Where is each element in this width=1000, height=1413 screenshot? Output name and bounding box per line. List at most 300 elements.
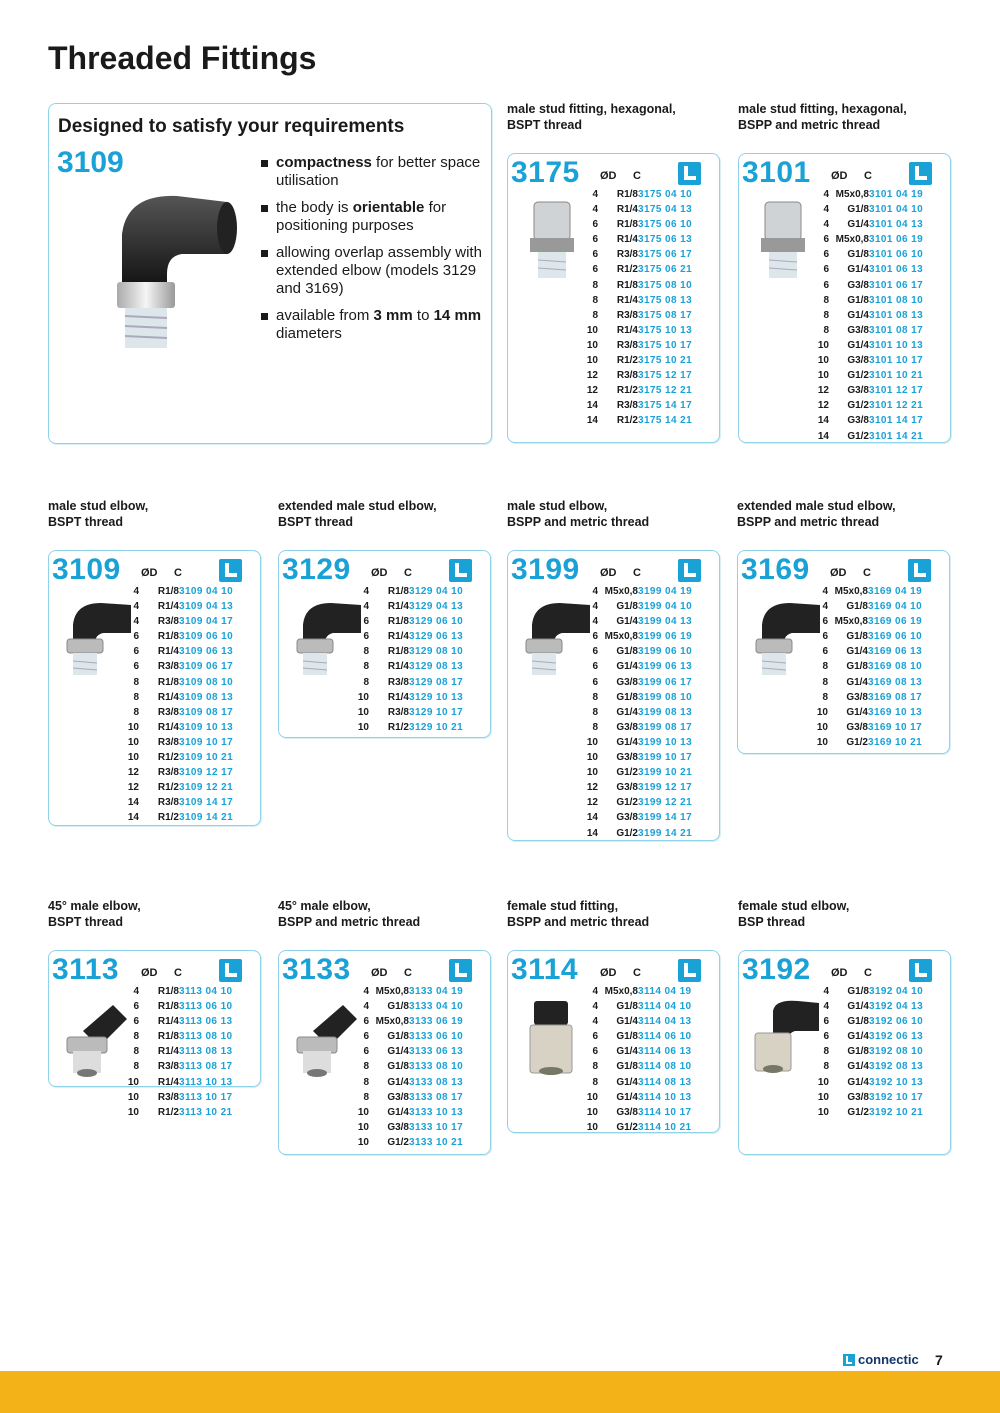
tube-diameter: 8 bbox=[133, 676, 139, 688]
thread-size: R1/4 bbox=[157, 1076, 179, 1088]
tube-diameter: 8 bbox=[822, 661, 828, 673]
tube-diameter: 6 bbox=[592, 1031, 598, 1043]
table-row bbox=[576, 984, 692, 999]
thread-size: M5x0,8 bbox=[835, 189, 869, 200]
table-row bbox=[576, 750, 692, 765]
thread-size: R1/4 bbox=[387, 661, 409, 673]
tube-diameter: 10 bbox=[357, 691, 369, 703]
brand-logo: connectic bbox=[843, 1352, 919, 1367]
part-number: 3129 10 13 bbox=[409, 691, 464, 703]
column-header-od: ØD bbox=[141, 567, 158, 579]
table-row bbox=[806, 720, 922, 735]
part-number-table bbox=[117, 584, 233, 826]
footer-bar bbox=[0, 1371, 1000, 1413]
thread-size: R1/4 bbox=[157, 646, 179, 658]
table-row bbox=[806, 629, 922, 644]
elbow-fitting-image bbox=[67, 174, 247, 354]
part-number: 3129 06 10 bbox=[409, 616, 464, 628]
part-number: 3169 08 13 bbox=[868, 676, 923, 688]
product-title-3109: male stud elbow, BSPT thread bbox=[48, 499, 149, 529]
tube-diameter: 4 bbox=[363, 986, 369, 997]
tube-diameter: 4 bbox=[592, 616, 598, 628]
table-row bbox=[807, 338, 923, 353]
part-number: 3113 08 13 bbox=[179, 1046, 233, 1058]
thread-size: R3/8 bbox=[616, 339, 638, 351]
column-header-od: ØD bbox=[600, 170, 617, 182]
thread-size: G3/8 bbox=[847, 415, 869, 427]
part-number-table bbox=[806, 584, 922, 750]
thread-size: R1/8 bbox=[387, 616, 409, 628]
thread-size: G1/2 bbox=[847, 400, 869, 412]
part-number: 3109 04 13 bbox=[179, 601, 234, 613]
part-number: 3175 06 21 bbox=[638, 264, 693, 276]
tube-diameter: 8 bbox=[133, 1046, 139, 1058]
tube-diameter: 6 bbox=[592, 631, 598, 643]
part-number: 3199 12 17 bbox=[638, 782, 693, 794]
part-number: 3192 06 13 bbox=[869, 1031, 924, 1043]
table-row bbox=[807, 1059, 923, 1074]
part-number: 3133 10 13 bbox=[409, 1106, 464, 1118]
thread-size: G1/4 bbox=[847, 1031, 869, 1043]
tube-diameter: 14 bbox=[127, 797, 139, 809]
tube-diameter: 14 bbox=[817, 415, 829, 427]
tube-diameter: 4 bbox=[592, 204, 598, 216]
tube-diameter: 10 bbox=[816, 706, 828, 718]
tube-diameter: 8 bbox=[363, 646, 369, 658]
thread-size: R1/4 bbox=[616, 204, 638, 216]
thread-size: G1/8 bbox=[847, 1016, 869, 1028]
thread-size: R1/8 bbox=[616, 219, 638, 231]
part-number: 3199 10 17 bbox=[638, 752, 693, 764]
part-number: 3109 08 17 bbox=[179, 706, 234, 718]
tube-diameter: 6 bbox=[363, 631, 369, 643]
thread-size: R3/8 bbox=[157, 661, 179, 673]
column-header-od: ØD bbox=[141, 967, 158, 979]
product-title-3175: male stud fitting, hexagonal, BSPT thread bbox=[507, 102, 676, 132]
table-row bbox=[576, 780, 692, 795]
thread-size: R1/8 bbox=[387, 586, 409, 597]
tube-diameter: 8 bbox=[823, 1061, 829, 1073]
part-number: 3169 06 10 bbox=[868, 631, 923, 643]
thread-size: G1/4 bbox=[846, 646, 868, 658]
tube-diameter: 4 bbox=[592, 586, 598, 597]
table-row bbox=[347, 584, 463, 599]
table-row bbox=[806, 675, 922, 690]
part-number: 3192 04 10 bbox=[869, 986, 924, 997]
part-number: 3175 04 10 bbox=[638, 189, 693, 200]
tube-diameter: 4 bbox=[363, 586, 369, 597]
tube-diameter: 10 bbox=[817, 1091, 829, 1103]
part-number: 3175 08 13 bbox=[638, 294, 693, 306]
tube-diameter: 8 bbox=[133, 691, 139, 703]
intro-feature-list bbox=[261, 154, 491, 352]
table-row bbox=[576, 262, 692, 277]
tube-diameter: 6 bbox=[823, 264, 829, 276]
thread-size: G1/8 bbox=[387, 1031, 409, 1043]
tube-diameter: 10 bbox=[586, 1106, 598, 1118]
thread-size: G1/8 bbox=[616, 1061, 638, 1073]
part-number: 3199 04 19 bbox=[638, 586, 693, 597]
part-number: 3192 04 13 bbox=[869, 1001, 924, 1013]
product-title-3199: male stud elbow, BSPP and metric thread bbox=[507, 499, 650, 529]
thread-size: G1/8 bbox=[847, 986, 869, 997]
part-number: 3109 06 13 bbox=[179, 646, 234, 658]
tube-diameter: 4 bbox=[592, 1016, 598, 1028]
thread-size: R3/8 bbox=[616, 370, 638, 382]
thread-size: G1/8 bbox=[616, 1031, 638, 1043]
connectic-logo-icon bbox=[449, 559, 472, 582]
thread-size: G1/4 bbox=[616, 736, 638, 748]
table-row bbox=[347, 644, 463, 659]
thread-size: G3/8 bbox=[847, 1091, 869, 1103]
table-row bbox=[347, 675, 463, 690]
tube-diameter: 8 bbox=[363, 1091, 369, 1103]
product-box-3169 bbox=[737, 550, 950, 754]
table-row bbox=[117, 735, 233, 750]
part-number: 3133 10 17 bbox=[409, 1121, 464, 1133]
thread-size: G1/8 bbox=[616, 691, 638, 703]
thread-size: G1/4 bbox=[847, 219, 869, 231]
thread-size: R1/8 bbox=[157, 676, 179, 688]
part-number: 3101 14 21 bbox=[869, 430, 924, 442]
part-number: 3109 14 21 bbox=[179, 812, 234, 824]
feature-item: allowing overlap assembly with extended elbow (models 3129 and 3169) bbox=[261, 244, 491, 298]
table-row bbox=[806, 599, 922, 614]
table-row bbox=[576, 1090, 692, 1105]
thread-size: G1/4 bbox=[847, 1001, 869, 1013]
tube-diameter: 10 bbox=[586, 752, 598, 764]
table-row bbox=[576, 353, 692, 368]
table-row bbox=[576, 826, 692, 841]
part-number: 3169 06 19 bbox=[868, 616, 923, 628]
part-number-table bbox=[807, 984, 923, 1120]
product-box-3101 bbox=[738, 153, 951, 443]
tube-diameter: 10 bbox=[586, 1091, 598, 1103]
thread-size: R3/8 bbox=[387, 676, 409, 688]
thread-size: R1/4 bbox=[157, 1016, 179, 1028]
thread-size: G1/4 bbox=[847, 264, 869, 276]
table-row bbox=[576, 1120, 692, 1135]
thread-size: G1/2 bbox=[616, 827, 638, 839]
table-row bbox=[576, 614, 692, 629]
table-row bbox=[806, 614, 922, 629]
part-number: 3113 08 10 bbox=[179, 1031, 233, 1043]
tube-diameter: 8 bbox=[592, 691, 598, 703]
table-row bbox=[117, 795, 233, 810]
table-row bbox=[576, 323, 692, 338]
thread-size: G1/2 bbox=[616, 1121, 638, 1133]
product-code: 3101 bbox=[742, 156, 811, 189]
tube-diameter: 10 bbox=[357, 1136, 369, 1148]
tube-diameter: 8 bbox=[592, 279, 598, 291]
thread-size: G1/8 bbox=[847, 1046, 869, 1058]
tube-diameter: 6 bbox=[363, 616, 369, 628]
tube-diameter: 6 bbox=[823, 249, 829, 261]
thread-size: R1/8 bbox=[157, 1001, 179, 1013]
table-row bbox=[576, 278, 692, 293]
tube-diameter: 10 bbox=[127, 1076, 139, 1088]
part-number: 3109 10 21 bbox=[179, 752, 234, 764]
tube-diameter: 10 bbox=[816, 721, 828, 733]
thread-size: G3/8 bbox=[616, 782, 638, 794]
table-row bbox=[347, 1014, 463, 1029]
column-header-od: ØD bbox=[371, 967, 388, 979]
thread-size: R1/2 bbox=[616, 415, 638, 427]
table-row bbox=[117, 584, 233, 599]
part-number: 3109 10 13 bbox=[179, 721, 234, 733]
part-number: 3133 08 10 bbox=[409, 1061, 464, 1073]
thread-size: G1/4 bbox=[616, 1091, 638, 1103]
part-number: 3199 08 17 bbox=[638, 721, 693, 733]
table-row bbox=[576, 232, 692, 247]
part-number: 3175 06 17 bbox=[638, 249, 693, 261]
tube-diameter: 6 bbox=[592, 676, 598, 688]
thread-size: R1/4 bbox=[387, 601, 409, 613]
tube-diameter: 10 bbox=[357, 1121, 369, 1133]
part-number: 3175 08 17 bbox=[638, 309, 693, 321]
table-row bbox=[347, 1135, 463, 1150]
thread-size: R1/2 bbox=[616, 385, 638, 397]
tube-diameter: 10 bbox=[586, 339, 598, 351]
table-row bbox=[117, 780, 233, 795]
thread-size: R1/8 bbox=[157, 986, 179, 997]
thread-size: G1/4 bbox=[616, 1016, 638, 1028]
column-header-c: C bbox=[633, 170, 641, 182]
part-number: 3169 04 19 bbox=[868, 586, 923, 597]
thread-size: M5x0,8 bbox=[604, 586, 638, 597]
thread-size: R1/2 bbox=[157, 1106, 179, 1118]
tube-diameter: 10 bbox=[127, 1091, 139, 1103]
thread-size: R1/4 bbox=[616, 234, 638, 246]
tube-diameter: 14 bbox=[586, 415, 598, 427]
part-number: 3101 06 17 bbox=[869, 279, 924, 291]
thread-size: G1/2 bbox=[847, 430, 869, 442]
table-row bbox=[117, 1090, 233, 1105]
part-number: 3113 04 10 bbox=[179, 986, 233, 997]
table-row bbox=[576, 795, 692, 810]
part-number: 3129 04 13 bbox=[409, 601, 464, 613]
table-row bbox=[806, 705, 922, 720]
tube-diameter: 14 bbox=[586, 827, 598, 839]
thread-size: G3/8 bbox=[846, 721, 868, 733]
tube-diameter: 8 bbox=[363, 1076, 369, 1088]
thread-size: G3/8 bbox=[616, 1106, 638, 1118]
tube-diameter: 4 bbox=[823, 219, 829, 231]
table-row bbox=[807, 1029, 923, 1044]
tube-diameter: 10 bbox=[357, 721, 369, 733]
part-number: 3109 04 17 bbox=[179, 616, 234, 628]
part-number: 3101 08 10 bbox=[869, 294, 924, 306]
tube-diameter: 12 bbox=[586, 797, 598, 809]
part-number: 3114 04 13 bbox=[638, 1016, 692, 1028]
thread-size: R1/2 bbox=[616, 355, 638, 367]
table-row bbox=[117, 614, 233, 629]
thread-size: G3/8 bbox=[616, 721, 638, 733]
thread-size: G1/2 bbox=[387, 1136, 409, 1148]
tube-diameter: 10 bbox=[817, 370, 829, 382]
tube-diameter: 6 bbox=[363, 1046, 369, 1058]
table-row bbox=[807, 1105, 923, 1120]
tube-diameter: 6 bbox=[822, 616, 828, 628]
thread-size: G1/2 bbox=[846, 736, 868, 748]
table-row bbox=[117, 1014, 233, 1029]
part-number: 3175 10 17 bbox=[638, 339, 693, 351]
table-row bbox=[117, 810, 233, 825]
part-number-table bbox=[347, 984, 463, 1150]
tube-diameter: 8 bbox=[133, 1061, 139, 1073]
part-number: 3133 04 19 bbox=[409, 986, 464, 997]
part-number: 3109 14 17 bbox=[179, 797, 234, 809]
part-number: 3101 10 13 bbox=[869, 339, 924, 351]
column-header-c: C bbox=[863, 567, 871, 579]
table-row bbox=[117, 984, 233, 999]
tube-diameter: 4 bbox=[592, 601, 598, 613]
part-number: 3199 14 21 bbox=[638, 827, 693, 839]
part-number: 3169 08 10 bbox=[868, 661, 923, 673]
tube-diameter: 6 bbox=[592, 264, 598, 276]
part-number: 3109 06 10 bbox=[179, 631, 234, 643]
thread-size: R3/8 bbox=[157, 797, 179, 809]
column-header-od: ØD bbox=[371, 567, 388, 579]
thread-size: M5x0,8 bbox=[835, 234, 869, 246]
tube-diameter: 8 bbox=[592, 294, 598, 306]
table-row bbox=[807, 278, 923, 293]
table-row bbox=[807, 1090, 923, 1105]
tube-diameter: 10 bbox=[127, 721, 139, 733]
table-row bbox=[347, 1105, 463, 1120]
part-number: 3101 04 13 bbox=[869, 219, 924, 231]
table-row bbox=[117, 1105, 233, 1120]
tube-diameter: 10 bbox=[586, 767, 598, 779]
table-row bbox=[576, 720, 692, 735]
part-number-table bbox=[576, 187, 692, 429]
table-row bbox=[576, 217, 692, 232]
tube-diameter: 14 bbox=[586, 400, 598, 412]
tube-diameter: 4 bbox=[823, 1001, 829, 1013]
thread-size: M5x0,8 bbox=[834, 586, 868, 597]
table-row bbox=[807, 999, 923, 1014]
thread-size: G3/8 bbox=[616, 812, 638, 824]
part-number: 3101 04 10 bbox=[869, 204, 924, 216]
thread-size: R3/8 bbox=[157, 1091, 179, 1103]
part-number: 3114 04 10 bbox=[638, 1001, 692, 1013]
product-code: 3169 bbox=[741, 553, 810, 586]
part-number: 3109 08 13 bbox=[179, 691, 234, 703]
part-number: 3109 10 17 bbox=[179, 736, 234, 748]
tube-diameter: 4 bbox=[133, 601, 139, 613]
table-row bbox=[807, 232, 923, 247]
thread-size: G1/2 bbox=[616, 767, 638, 779]
table-row bbox=[117, 720, 233, 735]
part-number-table bbox=[117, 984, 233, 1120]
tube-diameter: 6 bbox=[823, 279, 829, 291]
thread-size: R3/8 bbox=[157, 706, 179, 718]
tube-diameter: 10 bbox=[816, 736, 828, 748]
product-code: 3199 bbox=[511, 553, 580, 586]
column-header-c: C bbox=[174, 967, 182, 979]
part-number: 3133 08 17 bbox=[409, 1091, 464, 1103]
thread-size: G1/4 bbox=[616, 1076, 638, 1088]
tube-diameter: 6 bbox=[133, 1001, 139, 1013]
tube-diameter: 12 bbox=[817, 385, 829, 397]
tube-diameter: 10 bbox=[357, 1106, 369, 1118]
connectic-logo-icon bbox=[219, 959, 242, 982]
part-number: 3113 10 13 bbox=[179, 1076, 233, 1088]
product-code: 3114 bbox=[511, 953, 579, 986]
part-number: 3199 12 21 bbox=[638, 797, 693, 809]
part-number-table bbox=[576, 584, 692, 841]
tube-diameter: 6 bbox=[133, 1016, 139, 1028]
thread-size: R3/8 bbox=[387, 706, 409, 718]
product-code: 3109 bbox=[52, 553, 121, 586]
tube-diameter: 8 bbox=[823, 1046, 829, 1058]
part-number: 3192 08 13 bbox=[869, 1061, 924, 1073]
part-number: 3133 06 10 bbox=[409, 1031, 464, 1043]
part-number: 3175 08 10 bbox=[638, 279, 693, 291]
table-row bbox=[576, 690, 692, 705]
tube-diameter: 12 bbox=[586, 385, 598, 397]
tube-diameter: 12 bbox=[127, 782, 139, 794]
part-number: 3169 10 13 bbox=[868, 706, 923, 718]
table-row bbox=[807, 413, 923, 428]
tube-diameter: 6 bbox=[592, 661, 598, 673]
table-row bbox=[117, 765, 233, 780]
tube-diameter: 10 bbox=[127, 736, 139, 748]
thread-size: G1/4 bbox=[847, 339, 869, 351]
part-number: 3175 12 17 bbox=[638, 370, 693, 382]
part-number: 3129 04 10 bbox=[409, 586, 464, 597]
connectic-logo-icon bbox=[908, 559, 931, 582]
part-number: 3101 06 13 bbox=[869, 264, 924, 276]
part-number: 3114 08 13 bbox=[638, 1076, 692, 1088]
part-number: 3175 04 13 bbox=[638, 204, 693, 216]
tube-diameter: 8 bbox=[822, 691, 828, 703]
tube-diameter: 10 bbox=[586, 736, 598, 748]
part-number: 3199 06 17 bbox=[638, 676, 693, 688]
tube-diameter: 4 bbox=[822, 601, 828, 613]
tube-diameter: 8 bbox=[133, 1031, 139, 1043]
thread-size: R1/4 bbox=[616, 324, 638, 336]
product-box-3129 bbox=[278, 550, 491, 738]
table-row bbox=[576, 705, 692, 720]
table-row bbox=[807, 202, 923, 217]
connectic-logo-icon bbox=[843, 1354, 855, 1366]
table-row bbox=[807, 293, 923, 308]
column-header-c: C bbox=[864, 967, 872, 979]
thread-size: R1/4 bbox=[616, 294, 638, 306]
table-row bbox=[807, 217, 923, 232]
connectic-logo-icon bbox=[909, 162, 932, 185]
part-number: 3192 10 17 bbox=[869, 1091, 924, 1103]
thread-size: G3/8 bbox=[847, 324, 869, 336]
thread-size: G1/2 bbox=[847, 370, 869, 382]
thread-size: G1/8 bbox=[847, 294, 869, 306]
part-number: 3101 14 17 bbox=[869, 415, 924, 427]
connectic-logo-icon bbox=[909, 959, 932, 982]
table-row bbox=[347, 1120, 463, 1135]
thread-size: G1/8 bbox=[846, 601, 868, 613]
table-row bbox=[807, 383, 923, 398]
tube-diameter: 6 bbox=[592, 219, 598, 231]
table-row bbox=[576, 810, 692, 825]
thread-size: R1/8 bbox=[387, 646, 409, 658]
part-number: 3113 10 17 bbox=[179, 1091, 233, 1103]
table-row bbox=[807, 1075, 923, 1090]
thread-size: G3/8 bbox=[847, 355, 869, 367]
part-number: 3114 04 19 bbox=[638, 986, 692, 997]
part-number: 3199 06 13 bbox=[638, 661, 693, 673]
table-row bbox=[806, 659, 922, 674]
